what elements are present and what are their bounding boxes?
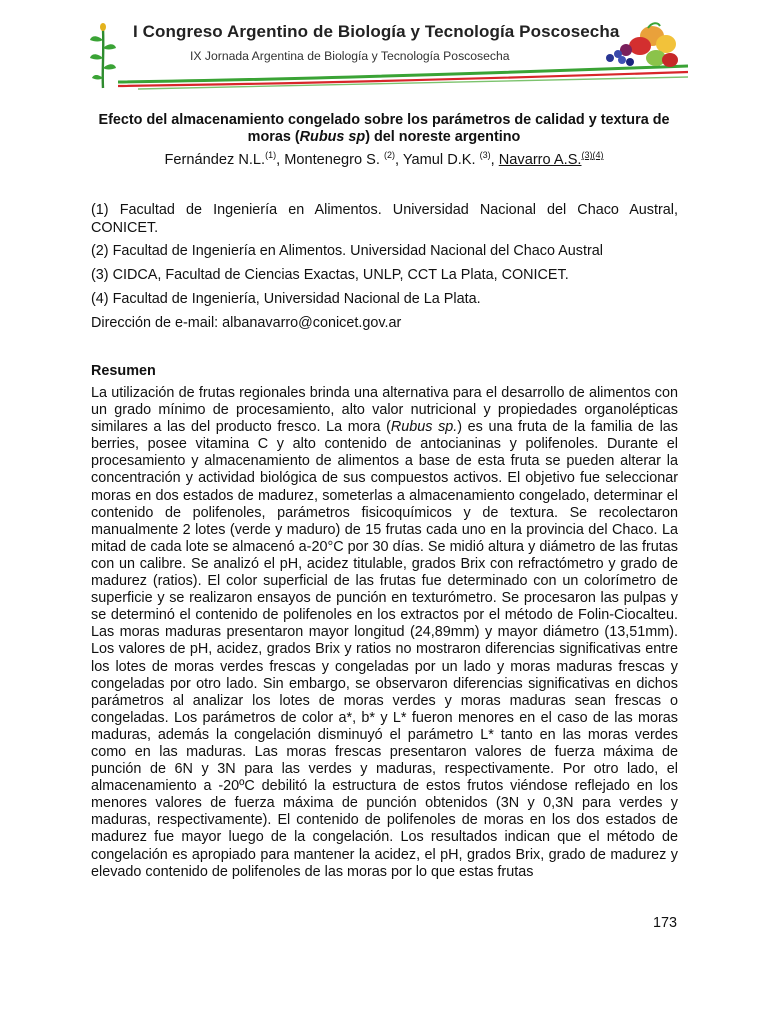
conference-header <box>0 0 768 95</box>
authors-line: Fernández N.L.$^{(1)}$, Montenegro S. $^{(2)}$, Yamul D.K. $^{(3)}$, Navarro A.S.$^{(3)(4)}$ <box>164 150 604 168</box>
author-name: Yamul D.K. <box>402 152 480 168</box>
affiliation-4: (4) Facultad de Ingeniería, Universidad Nacional de La Plata. <box>91 291 481 307</box>
author-name: Montenegro S. <box>284 152 384 168</box>
fruit-basket-icon <box>596 20 680 76</box>
affiliation-1: (1) Facultad de Ingeniería en Alimentos. Universidad Nacional del Chaco Austral, CONICET. <box>91 202 678 236</box>
article-title: Efecto del almacenamiento congelado sobre los parámetros de calidad y textura de moras (Rubus sp) del noreste argentino <box>98 112 670 145</box>
conference-title: I Congreso Argentino de Biología y Tecnología Poscosecha <box>133 22 620 41</box>
affiliation-2: (2) Facultad de Ingeniería en Alimentos. Universidad Nacional del Chaco Austral <box>91 243 603 259</box>
section-heading-resumen: Resumen <box>91 363 156 379</box>
affiliation-3: (3) CIDCA, Facultad de Ciencias Exactas, UNLP, CCT La Plata, CONICET. <box>91 267 569 283</box>
page-number: 173 <box>652 915 677 931</box>
plant-logo-icon <box>88 20 118 90</box>
corresponding-author-name: Navarro A.S. <box>498 152 582 168</box>
abstract-paragraph: La utilización de frutas regionales brinda una alternativa para el desarrollo de alimentos con un grado mínimo de procesamiento, alto valor nutricional y propiedades organolépticas similares a las del producto fresco. La mora (Rubus sp.) es una fruta de la familia de las berries, posee vitamina C y alto contenido de antocianinas y polifenoles. Durante el procesamiento y almacenamiento de alimentos a base de esta fruta se pueden alterar la concentración y actividad biológica de sus compuestos activos. El objetivo fue seleccionar moras en dos estados de madurez, someterlas a almacenamiento congelado, determinar el contenido de polifenoles, parámetros fisicoquímicos y de textura. Se recolectaron manualmente 2 lotes (verde y maduro) de 15 frutas cada uno en la provincia del Chaco. La mitad de cada lote se almacenó a-20°C por 30 días. Se midió altura y diámetro de las frutas con un calibre. Se analizó el pH, acidez titulable, grados Brix con refractómetro y grado de madurez (ratios). El color superficial de las frutas fue determinado con un colorímetro de superficie y se realizaron ensayos de punción en texturómetro. Se procesaron las pulpas y se determinó el contenido de polifenoles en los extractos por el método de Folin-Ciocalteu. Las moras maduras presentaron mayor longitud (24,89mm) y mayor diámetro (13,51mm). Los valores de pH, acidez, grados Brix y ratios no mostraron diferencias significativas entre los lotes de moras verdes frescas y congeladas por un lado y moras maduras frescas y congeladas por otro lado. Sin embargo, se observaron diferencias significativas en dichos parámetros al analizar los lotes de moras verdes y moras maduras sean frescas o congeladas. Los parámetros de color a*, b* y L* fueron menores en el caso de las moras maduras, además la congelación disminuyó el parámetro L* tanto en las moras verdes como en las maduras. Las moras frescas presentaron valores de fuerza máxima de punción de 6N y 3N para las verdes y maduras, respectivamente. Por otro lado, el almacenamiento a -20ºC debilitó la estructura de estos frutos viéndose reflejado en los menores valores de fuerza máxima de punción obtenidos (3N y 0,3N para verdes y maduras, respectivamente). El contenido de polifenoles de moras en los dos estados de madurez fue mayor luego de la congelación. Los resultados indican que el método de congelación es apropiado para mantener la acidez, el pH, grados Brix, grado de madurez y elevado contenido de polifenoles de las moras por lo que estas frutas <box>91 385 678 880</box>
conference-subtitle: IX Jornada Argentina de Biología y Tecnología Poscosecha <box>190 49 510 63</box>
author-name: Fernández N.L. <box>164 152 266 168</box>
contact-email: Dirección de e-mail: albanavarro@conicet.gov.ar <box>91 315 402 331</box>
